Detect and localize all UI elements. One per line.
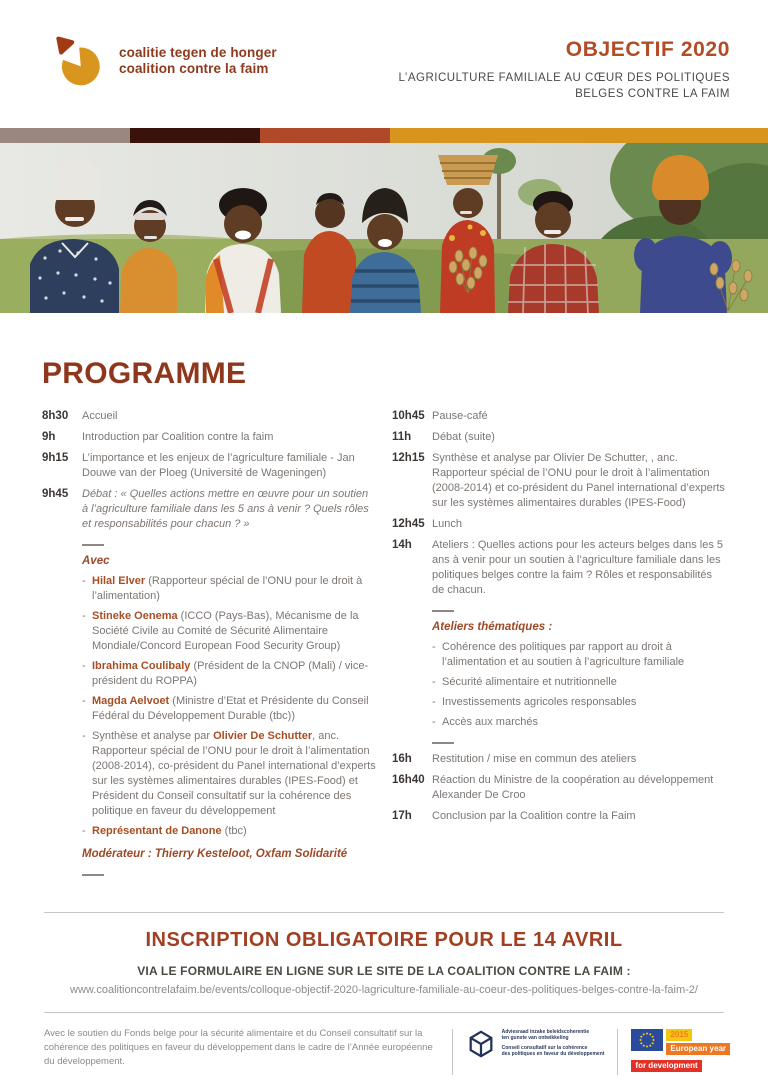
photo-women-farmers-field	[0, 143, 768, 313]
program-entry-text: Réaction du Ministre de la coopération au développement Alexander De Croo	[432, 774, 714, 801]
ccpd-nl-line1: Adviesraad inzake beleidscoherentie	[501, 1029, 590, 1035]
programme-column-right	[392, 403, 726, 884]
program-entry	[392, 809, 726, 824]
program-bullet-item: - Hilal Elver (Rapporteur spécial de l’ONU pour le droit à l’alimentation)	[82, 574, 376, 604]
program-entry	[42, 487, 376, 532]
program-entry-text: Synthèse et analyse par Olivier De Schutter, , anc. Rapporteur spécial de l’ONU pour le droit à l’alimentation (2008-2014) et co-président du Panel international d’experts sur les systèmes alimentaires durables (IPES-Food)	[432, 452, 725, 509]
program-bullet-item: - Accès aux marchés	[432, 715, 726, 730]
color-bar-segment-maroon	[130, 128, 260, 143]
footer-divider-1	[452, 1029, 453, 1075]
program-entry-text: Accueil	[82, 410, 118, 422]
footer-divider-2	[617, 1029, 618, 1075]
registration-title: INSCRIPTION OBLIGATOIRE POUR LE 14 AVRIL	[145, 929, 623, 951]
program-bullet-item: - Synthèse et analyse par Olivier De Schutter, anc. Rapporteur spécial de l’ONU pour le droit à l’alimentation (2008-2014), co-président du Panel international d’experts sur les systèmes alimentaires durables (IPES-Food) et Président du Conseil consultatif sur la cohérence des politique en faveur du développement	[82, 729, 376, 819]
program-time: 16h	[392, 753, 412, 765]
ccpd-fr-line1: Conseil consultatif sur la cohérence	[501, 1045, 588, 1051]
event-subtitle-line2: BELGES CONTRE LA FAIM	[575, 88, 730, 100]
registration-subtitle: VIA LE FORMULAIRE EN LIGNE SUR LE SITE DE LA COALITION CONTRE LA FAIM :	[137, 964, 631, 978]
program-entry	[392, 752, 726, 767]
programme-section	[0, 357, 768, 884]
program-entry-text: Ateliers : Quelles actions pour les acteurs belges dans les 5 ans à venir pour un soutien à l’agriculture familiale dans les politiques belges contre la faim ? Rôles et responsabilités de chacun.	[432, 539, 724, 596]
program-entry-text: Restitution / mise en commun des ateliers	[432, 753, 637, 765]
coalition-logo	[52, 34, 277, 88]
program-entry-text: Conclusion par la Coalition contre la Faim	[432, 810, 636, 822]
program-bullet-item: - Ibrahima Coulibaly (Président de la CNOP (Mali) / vice-président du ROPPA)	[82, 659, 376, 689]
logo-line-fr: coalition contre la faim	[119, 61, 269, 76]
header	[0, 0, 768, 128]
program-entry-text: Débat : « Quelles actions mettre en œuvre pour un soutien à l’agriculture familiale dans les 5 ans à venir ? Quels rôles et responsabilités pour chacun ? »	[82, 488, 369, 530]
program-time: 16h40	[392, 774, 425, 786]
separator-dash	[82, 544, 104, 546]
program-entry-text: L’importance et les enjeux de l’agriculture familiale - Jan Douwe van der Ploeg (Université de Wageningen)	[82, 452, 355, 479]
program-entry	[42, 409, 376, 424]
programme-columns	[42, 403, 726, 884]
eu-for-development-badge: for development	[631, 1060, 701, 1072]
color-bar-segment-gold	[390, 128, 768, 143]
policy-coherence-council-logo	[466, 1029, 605, 1061]
program-bullet-item: - Investissements agricoles responsables	[432, 695, 726, 710]
program-time: 17h	[392, 810, 412, 822]
separator-dash	[432, 742, 454, 744]
event-subtitle	[399, 70, 730, 102]
eu-year-badge: 2015	[666, 1029, 692, 1041]
brand-color-bar	[0, 128, 768, 143]
program-entry	[392, 773, 726, 803]
program-entry-text: Introduction par Coalition contre la faim	[82, 431, 274, 443]
program-entry	[392, 538, 726, 598]
footer-support-text: Avec le soutien du Fonds belge pour la sécurité alimentaire et du Conseil consultatif sur la cohérence des politiques en faveur du développement dans le cadre de l’Année européenne du développement.	[44, 1028, 433, 1067]
program-time: 9h45	[42, 488, 69, 500]
ccpd-nl-line2: ten gunste van ontwikkeling	[501, 1035, 569, 1041]
program-entry	[392, 517, 726, 532]
ccpd-fr-line2: des politiques en faveur du développement	[501, 1051, 605, 1057]
program-entry	[392, 451, 726, 511]
eu-european-year-badge: European year	[666, 1043, 730, 1055]
divider-line-top	[44, 912, 724, 913]
programme-column-left	[42, 403, 376, 884]
program-entry	[392, 409, 726, 424]
registration-url: www.coalitioncontrelafaim.be/events/colloque-objectif-2020-lagriculture-familiale-au-coeur-des-politiques-belges-contre-la-faim-2/	[70, 984, 698, 996]
footer	[0, 1013, 768, 1075]
logo-line-nl: coalitie tegen de honger	[119, 45, 277, 60]
program-time: 9h	[42, 431, 56, 443]
program-section-label: Modérateur : Thierry Kesteloot, Oxfam Solidarité	[82, 848, 348, 860]
program-bullet-item: - Représentant de Danone (tbc)	[82, 824, 376, 839]
program-time: 10h45	[392, 410, 425, 422]
separator-dash	[82, 874, 104, 876]
program-entry-text: Lunch	[432, 518, 462, 530]
event-title: OBJECTIF 2020	[565, 38, 730, 61]
header-title-block	[399, 38, 730, 102]
program-bullet-item: - Sécurité alimentaire et nutritionnelle	[432, 675, 726, 690]
policy-coherence-logo-text	[502, 1029, 605, 1061]
program-time: 12h15	[392, 452, 425, 464]
program-bullet-item: - Cohérence des politiques par rapport au droit à l’alimentation et au soutien à l’agriculture familiale	[432, 640, 726, 670]
european-year-logo	[631, 1029, 730, 1073]
program-section-label: Avec	[82, 555, 110, 567]
program-time: 11h	[392, 431, 412, 443]
program-entry-text: Pause-café	[432, 410, 488, 422]
program-time: 9h15	[42, 452, 69, 464]
program-time: 14h	[392, 539, 412, 551]
program-entry	[42, 451, 376, 481]
separator-dash	[432, 610, 454, 612]
program-entry	[42, 430, 376, 445]
program-bullet-item: - Stineke Oenema (ICCO (Pays-Bas), Mécanisme de la Société Civile au Comité de Sécurité Alimentaire Mondiale/Concord European Food Security Group)	[82, 609, 376, 654]
eu-flag-icon	[631, 1029, 663, 1051]
program-time: 8h30	[42, 410, 69, 422]
program-section-label: Ateliers thématiques :	[432, 621, 553, 633]
program-time: 12h45	[392, 518, 425, 530]
policy-coherence-cube-icon	[466, 1029, 496, 1059]
programme-heading: PROGRAMME	[42, 357, 247, 390]
program-entry	[392, 430, 726, 445]
pie-chart-logo-icon	[52, 34, 106, 88]
program-bullet-item: - Magda Aelvoet (Ministre d’Etat et Présidente du Conseil Fédéral du Développement Durable (tbc))	[82, 694, 376, 724]
color-bar-segment-rust	[260, 128, 390, 143]
color-bar-segment-taupe	[0, 128, 130, 143]
event-subtitle-line1: L’AGRICULTURE FAMILIALE AU CŒUR DES POLITIQUES	[398, 72, 730, 84]
program-entry-text: Débat (suite)	[432, 431, 495, 443]
logo-wordmark	[119, 45, 277, 77]
bottom-section	[0, 912, 768, 1075]
